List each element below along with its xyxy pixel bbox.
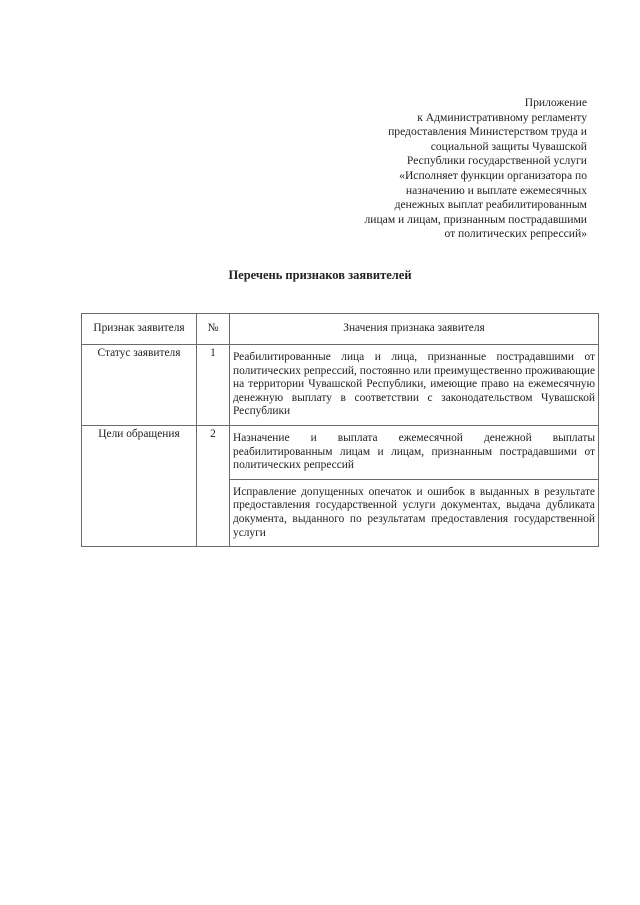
row-value: Реабилитированные лица и лица, признанные пострадавшими от политических репрессий, постоянно или преимущественно проживающие на территории Чувашской Республики, имеющие право на ежемесячную денежную выплату в соответствии с законодательством Чувашской Республики xyxy=(230,345,599,426)
appendix-header xyxy=(327,96,587,242)
appendix-line: от политических репрессий» xyxy=(444,227,587,241)
appendix-line: к Административному регламенту xyxy=(417,110,587,124)
table-row xyxy=(82,345,599,426)
applicant-features-table xyxy=(81,313,599,547)
table-header-row xyxy=(82,314,599,345)
row-number: 1 xyxy=(197,345,230,426)
document-title: Перечень признаков заявителей xyxy=(228,268,412,282)
appendix-line: Приложение xyxy=(524,96,587,109)
appendix-line: назначению и выплате ежемесячных xyxy=(405,183,587,197)
row-value: Назначение и выплата ежемесячной денежной выплаты реабилитированным лицам и лицам, признанным пострадавшими от политических репрессий xyxy=(230,425,599,479)
appendix-line: «Исполняет функции организатора по xyxy=(399,168,587,182)
appendix-line: денежных выплат реабилитированным xyxy=(394,198,587,212)
row-sign: Статус заявителя xyxy=(82,345,197,426)
header-number: № xyxy=(197,314,230,345)
appendix-line: социальной защиты Чувашской xyxy=(430,139,587,153)
appendix-line: предоставления Министерством труда и xyxy=(388,125,587,139)
header-values: Значения признака заявителя xyxy=(230,314,599,345)
table-row xyxy=(82,425,599,479)
header-sign: Признак заявителя xyxy=(82,314,197,345)
row-value: Исправление допущенных опечаток и ошибок в выданных в результате предоставления государственной услуги документах, выдача дубликата документа, выданного по результатам предоставления государственной услуги xyxy=(230,479,599,546)
appendix-line: лицам и лицам, признанным пострадавшими xyxy=(364,212,587,226)
row-number: 2 xyxy=(197,425,230,546)
row-sign: Цели обращения xyxy=(82,425,197,546)
appendix-line: Республики государственной услуги xyxy=(406,154,587,168)
